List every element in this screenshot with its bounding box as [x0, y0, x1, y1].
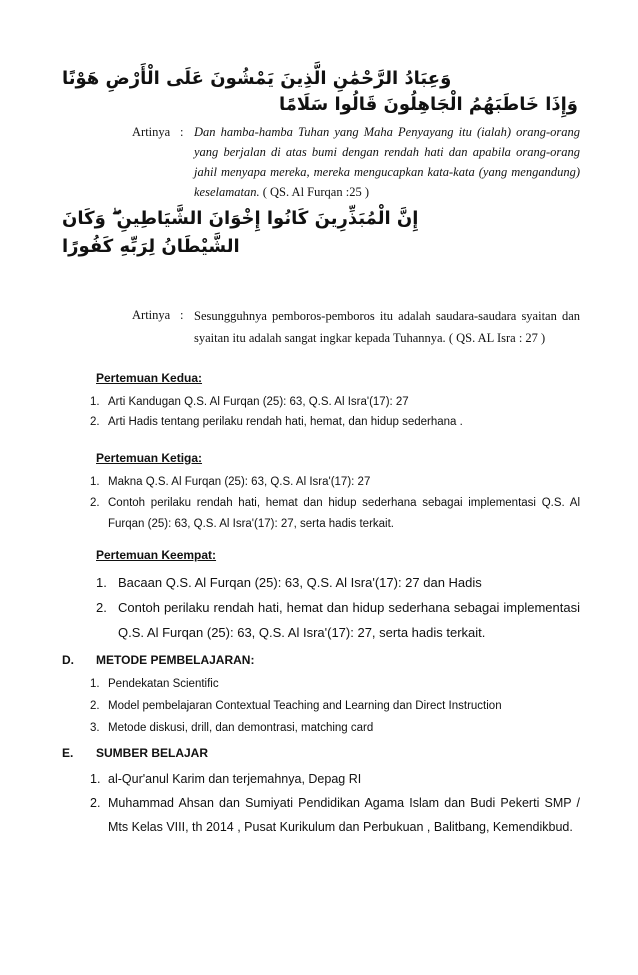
list-item-text: Muhammad Ahsan dan Sumiyati Pendidikan Agama Islam dan Budi Pekerti SMP / Mts Kelas VIII, th 2014 , Pusat Kurikulum dan Perbukuan , Balitbang, Kemendikbud. — [108, 796, 580, 834]
list-item — [96, 595, 580, 645]
list-item-text: al-Qur'anul Karim dan terjemahnya, Depag RI — [108, 772, 362, 786]
translation-reference: ( QS. Al Furqan :25 ) — [262, 185, 369, 199]
section-title: SUMBER BELAJAR — [96, 746, 209, 760]
list-item — [90, 493, 580, 535]
list-item-text: Pendekatan Scientific — [108, 678, 219, 690]
list-number: 2. — [90, 416, 100, 428]
translation-block-1 — [132, 122, 580, 202]
translation-text-1 — [194, 122, 580, 202]
translation-body: Sesungguhnya pemboros-pemboros itu adalah saudara-saudara syaitan dan syaitan itu adalah sangat ingkar kepada Tuhannya. — [194, 309, 580, 345]
meeting-4-title: Pertemuan Keempat: — [96, 548, 217, 562]
list-item — [90, 673, 580, 695]
arabic-verse-2-line-1: إِنَّ الْمُبَذِّرِينَ كَانُوا إِخْوَانَ الشَّيَاطِينِ ۖ وَكَانَ — [62, 208, 419, 229]
list-number: 2. — [90, 700, 100, 712]
list-item-text: Arti Kandugan Q.S. Al Furqan (25): 63, Q.S. Al Isra'(17): 27 — [108, 396, 409, 408]
meeting-3-title: Pertemuan Ketiga: — [96, 451, 203, 465]
list-item-text: Arti Hadis tentang perilaku rendah hati, hemat, dan hidup sederhana . — [108, 416, 463, 428]
section-d-list — [90, 673, 580, 739]
list-number: 2. — [90, 497, 100, 509]
arabic-verse-1-line-2: وَإِذَا خَاطَبَهُمُ الْجَاهِلُونَ قَالُوا سَلَامًا — [278, 94, 578, 115]
list-number: 1. — [90, 772, 101, 786]
list-item-text: Metode diskusi, drill, dan demontrasi, matching card — [108, 722, 374, 734]
section-e-list — [90, 767, 580, 839]
list-item-text: Contoh perilaku rendah hati, hemat dan hidup sederhana sebagai implementasi Q.S. Al Furqan (25): 63, Q.S. Al Isra'(17): 27, serta hadis terkait. — [118, 600, 580, 640]
list-number: 2. — [90, 796, 101, 810]
translation-text-2 — [194, 305, 580, 349]
list-item — [96, 570, 580, 595]
section-letter: D. — [62, 653, 74, 667]
list-number: 2. — [96, 600, 107, 615]
meeting-3-list — [90, 472, 580, 535]
list-item — [90, 717, 580, 739]
list-number: 1. — [90, 396, 100, 408]
list-item — [90, 392, 580, 412]
translation-label: Artinya — [132, 308, 171, 322]
translation-label: Artinya — [132, 125, 171, 139]
section-title: METODE PEMBELAJARAN: — [96, 653, 255, 667]
list-number: 1. — [90, 476, 100, 488]
translation-body: Dan hamba-hamba Tuhan yang Maha Penyayang itu (ialah) orang-orang yang berjalan di atas bumi dengan rendah hati dan apabila orang-orang jahil menyapa mereka, mereka mengucapkan kata-kata (yang mengandung) keselamatan. — [194, 125, 580, 199]
list-item — [90, 695, 580, 717]
list-item — [90, 791, 580, 839]
section-d-heading — [62, 653, 254, 667]
meeting-4-list — [96, 570, 580, 645]
list-number: 3. — [90, 722, 100, 734]
list-item-text: Contoh perilaku rendah hati, hemat dan hidup sederhana sebagai implementasi Q.S. Al Furqan (25): 63, Q.S. Al Isra'(17): 27, serta hadis terkait. — [108, 497, 580, 530]
meeting-2-list — [90, 392, 580, 432]
list-item-text: Makna Q.S. Al Furqan (25): 63, Q.S. Al Isra'(17): 27 — [108, 476, 371, 488]
arabic-verse-2-line-2: الشَّيْطَانُ لِرَبِّهِ كَفُورًا — [62, 236, 240, 257]
translation-colon: : — [180, 308, 184, 322]
list-item — [90, 472, 580, 493]
translation-colon: : — [180, 125, 184, 139]
meeting-2-title: Pertemuan Kedua: — [96, 371, 203, 385]
section-e-heading — [62, 746, 208, 760]
arabic-verse-1-line-1: وَعِبَادُ الرَّحْمَٰنِ الَّذِينَ يَمْشُونَ عَلَى الْأَرْضِ هَوْنًا — [62, 68, 452, 89]
list-item — [90, 412, 580, 432]
section-letter: E. — [62, 746, 74, 760]
list-number: 1. — [90, 678, 100, 690]
list-number: 1. — [96, 575, 107, 590]
translation-reference: ( QS. AL Isra : 27 ) — [448, 331, 546, 345]
list-item — [90, 767, 580, 791]
list-item-text: Bacaan Q.S. Al Furqan (25): 63, Q.S. Al Isra'(17): 27 dan Hadis — [118, 575, 482, 590]
list-item-text: Model pembelajaran Contextual Teaching and Learning dan Direct Instruction — [108, 700, 502, 712]
translation-block-2 — [132, 305, 580, 349]
